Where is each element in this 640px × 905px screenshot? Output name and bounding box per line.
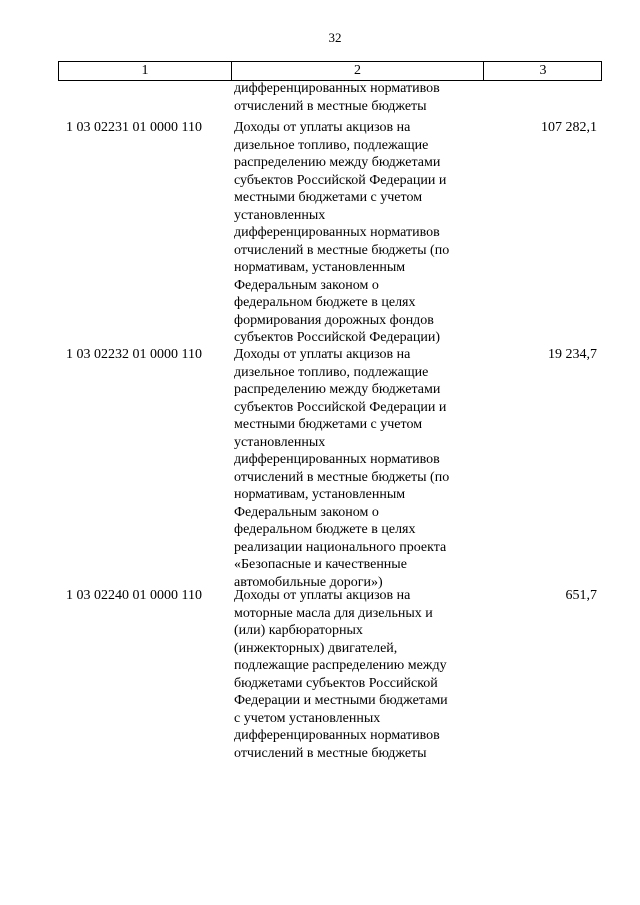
row-description-line: бюджетами субъектов Российской bbox=[234, 675, 438, 691]
row-description-line: Федерации и местными бюджетами bbox=[234, 693, 448, 708]
row-description-line: Федеральным законом о bbox=[234, 504, 379, 520]
continuation-line: дифференцированных нормативов bbox=[234, 81, 440, 96]
row-description-line: отчислений в местные бюджеты (по bbox=[234, 469, 450, 485]
row-description-line: местными бюджетами с учетом bbox=[234, 190, 423, 205]
row-description-line: дифференцированных нормативов bbox=[234, 452, 440, 467]
row-code: 1 03 02231 01 0000 110 bbox=[66, 120, 202, 135]
header-col-1: 1 bbox=[59, 62, 232, 80]
row-code: 1 03 02240 01 0000 110 bbox=[66, 588, 202, 603]
row-amount: 651,7 bbox=[565, 588, 597, 603]
continuation-line: отчислений в местные бюджеты bbox=[234, 98, 427, 114]
row-description-line: нормативам, установленным bbox=[234, 487, 406, 502]
row-description-line: дизельное топливо, подлежащие bbox=[234, 364, 429, 380]
row-description-line: (инжекторных) двигателей, bbox=[234, 640, 398, 656]
header-col-2: 2 bbox=[232, 62, 484, 80]
row-description-line: дифференцированных нормативов bbox=[234, 225, 440, 240]
row-description-line: с учетом установленных bbox=[234, 710, 381, 726]
row-amount: 107 282,1 bbox=[541, 120, 597, 135]
row-description-line: установленных bbox=[234, 434, 326, 450]
row-description-line: федеральном бюджете в целях bbox=[234, 522, 416, 537]
row-description-line: реализации национального проекта bbox=[234, 539, 447, 555]
row-description-line: субъектов Российской Федерации) bbox=[234, 330, 441, 345]
row-description-line: Доходы от уплаты акцизов на bbox=[234, 120, 411, 135]
table-header bbox=[58, 61, 602, 81]
row-description-line: субъектов Российской Федерации и bbox=[234, 172, 447, 188]
row-description-line: Доходы от уплаты акцизов на bbox=[234, 347, 411, 362]
row-description-line: дифференцированных нормативов bbox=[234, 728, 440, 743]
row-amount: 19 234,7 bbox=[548, 347, 597, 362]
row-description-line: моторные масла для дизельных и bbox=[234, 605, 433, 621]
row-description-line: подлежащие распределению между bbox=[234, 658, 447, 673]
row-description-line: федеральном бюджете в целях bbox=[234, 295, 416, 310]
row-description-line: местными бюджетами с учетом bbox=[234, 417, 423, 432]
row-description-line: автомобильные дороги») bbox=[234, 574, 383, 590]
row-description-line: распределению между бюджетами bbox=[234, 382, 441, 397]
row-description-line: Доходы от уплаты акцизов на bbox=[234, 588, 411, 603]
row-description-line: распределению между бюджетами bbox=[234, 155, 441, 170]
header-col-3: 3 bbox=[539, 63, 547, 78]
row-description-line: «Безопасные и качественные bbox=[234, 557, 407, 572]
row-description-line: установленных bbox=[234, 207, 326, 223]
page-number: 32 bbox=[328, 30, 342, 45]
row-description-line: дизельное топливо, подлежащие bbox=[234, 137, 429, 153]
row-description-line: формирования дорожных фондов bbox=[234, 312, 434, 328]
row-description-line: Федеральным законом о bbox=[234, 277, 379, 293]
row-description-line: отчислений в местные бюджеты (по bbox=[234, 242, 450, 258]
row-description-line: субъектов Российской Федерации и bbox=[234, 399, 447, 415]
row-description-line: нормативам, установленным bbox=[234, 260, 406, 275]
row-code: 1 03 02232 01 0000 110 bbox=[66, 347, 202, 362]
row-description-line: (или) карбюраторных bbox=[234, 623, 363, 638]
row-description-line: отчислений в местные бюджеты bbox=[234, 745, 427, 761]
